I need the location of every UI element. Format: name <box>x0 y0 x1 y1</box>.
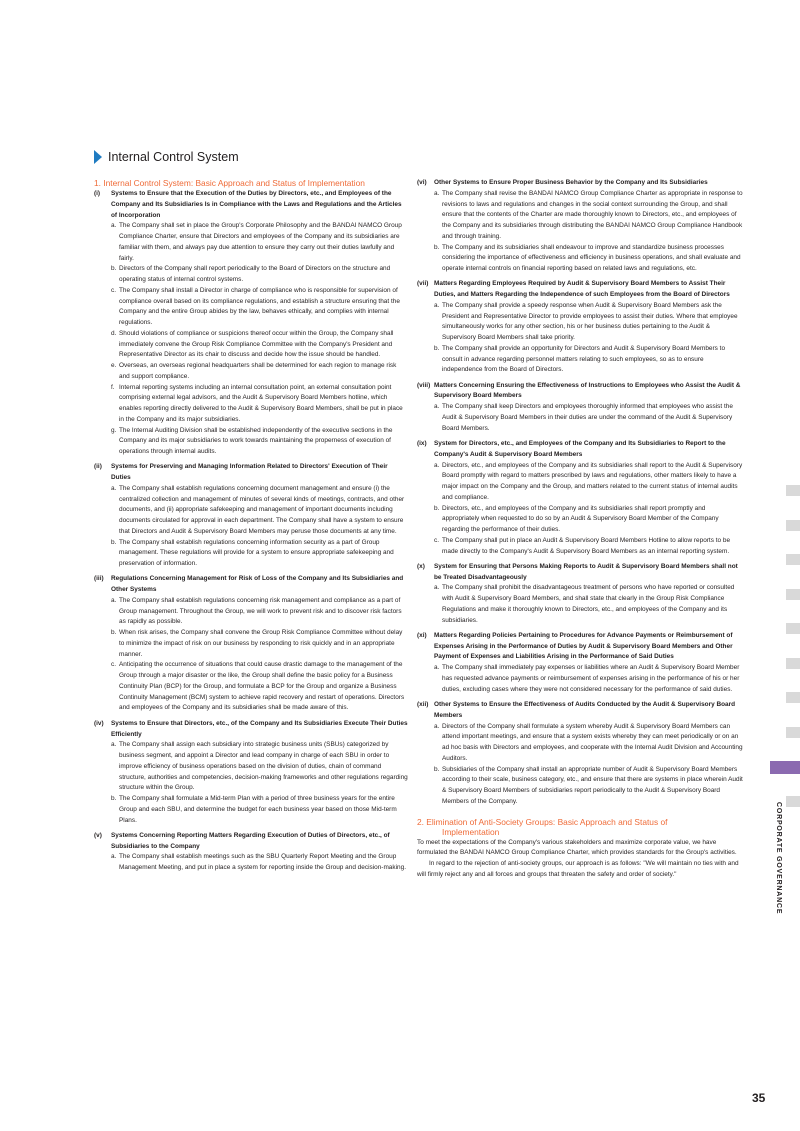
item-point <box>94 286 408 329</box>
numbered-item <box>417 279 744 376</box>
item-point <box>417 583 744 626</box>
point-letter: b. <box>111 265 117 273</box>
item-point <box>417 536 744 558</box>
point-letter: a. <box>434 189 440 197</box>
item-point <box>94 383 408 426</box>
left-items <box>94 189 408 874</box>
item-number: (iii) <box>94 575 104 583</box>
item-title: Other Systems to Ensure the Effectiveness of Audits Conducted by the Audit & Supervisory Board Members <box>434 701 736 719</box>
page-number: 35 <box>752 1091 766 1105</box>
point-text: The Company shall establish regulations concerning risk management and compliance as a part of Group management. Throughout the Group, we will work to prevent risk and to discover risk factors as rapidly as possible. <box>119 596 402 626</box>
numbered-item <box>417 562 744 627</box>
item-number: (x) <box>417 562 425 570</box>
page-title <box>94 150 239 164</box>
item-number: (iv) <box>94 719 104 727</box>
point-letter: b. <box>111 538 117 546</box>
point-letter: a. <box>111 484 117 492</box>
item-point <box>417 663 744 695</box>
side-tab <box>786 692 800 703</box>
point-text: The Company shall install a Director in charge of compliance who is responsible for supervision of compliance overall based on its compliance regulations, and establish a structure ensuring that the Company and the entire Group abides by the law, behaves ethically, and complies with internal regulations. <box>119 286 400 326</box>
point-letter: d. <box>111 329 117 337</box>
point-letter: a. <box>434 664 440 672</box>
item-heading <box>94 719 408 741</box>
point-letter: f. <box>111 383 115 391</box>
point-text: The Company shall establish regulations concerning information security as a part of Group management. These regulations will provide for a system to ensure appropriate safekeeping and preservation of information. <box>119 538 394 568</box>
item-point <box>94 264 408 286</box>
point-text: The Company shall put in place an Audit & Supervisory Board Members Hotline to allow reports to be made directly to the Company's Audit & Supervisory Board Members as an internal reporting system. <box>442 536 731 555</box>
item-title: Systems to Ensure that Directors, etc., of the Company and Its Subsidiaries Execute Their Duties Efficiently <box>111 719 408 738</box>
item-number: (vii) <box>417 280 429 288</box>
side-tab <box>786 485 800 496</box>
item-title: System for Ensuring that Persons Making Reports to Audit & Supervisory Board Members shall not be Treated Disadvantageously <box>434 562 738 581</box>
left-column <box>94 178 408 878</box>
right-items <box>417 178 744 808</box>
page-title-text: Internal Control System <box>108 150 239 164</box>
side-tab <box>786 589 800 600</box>
item-point <box>94 596 408 628</box>
point-letter: e. <box>111 362 117 369</box>
point-letter: a. <box>111 853 117 861</box>
side-tab-active <box>770 761 800 774</box>
point-letter: b. <box>434 344 440 352</box>
item-title: System for Directors, etc., and Employees of the Company and Its Subsidiaries to Report to the Company's Audit & Supervisory Board Members <box>434 440 726 458</box>
point-text: The Company shall immediately pay expenses or liabilities where an Audit & Supervisory Board Member has requested advance payments or reimbursement of expenses arising in the performance of his or her duties, excluding cases where they were not considered necessary for the performance of said duties. <box>442 664 740 693</box>
numbered-item <box>94 719 408 827</box>
point-letter: c. <box>111 286 117 294</box>
item-point <box>94 628 408 660</box>
point-text: Directors, etc., and employees of the Company and its subsidiaries shall report to the Audit & Supervisory Board promptly with regard to matters prescribed by laws and regulations, other matters likely to have a major impact on the Company and the Group, and matters related to the current status of internal audits and compliance. <box>442 461 743 501</box>
item-point <box>417 504 744 536</box>
item-heading <box>417 631 744 663</box>
item-title: Systems Concerning Reporting Matters Regarding Execution of Duties of Directors, etc., of Subsidiaries to the Company <box>111 831 390 850</box>
item-title: Matters Concerning Ensuring the Effectiveness of Instructions to Employees who Assist the Audit & Supervisory Board Members <box>434 381 741 400</box>
item-point <box>417 189 744 243</box>
item-point <box>94 538 408 570</box>
item-number: (ix) <box>417 440 427 448</box>
item-number: (i) <box>94 190 101 197</box>
numbered-item <box>94 189 408 458</box>
item-point <box>417 402 744 434</box>
item-title: Matters Regarding Policies Pertaining to Procedures for Advance Payments or Reimbursement of Expenses Arising in the Performance of Duties by Audit & Supervisory Board Members and Other Payment of Expenses and Liabilities Arising in the Performance of Said Duties <box>434 631 733 661</box>
point-text: Overseas, an overseas regional headquarters shall be determined for each region to manage risk and support compliance. <box>119 362 397 380</box>
item-heading <box>94 831 408 853</box>
point-text: The Company shall assign each subsidiary into strategic business units (SBUs) categorized by business segment, and appoint a Director and lead company in charge of each SBU in order to improve efficiency of business operations based on the division of duties, chain of command structure, authorities and competencies, decision-making frameworks and other regulations regarding structure within the Group. <box>119 741 408 792</box>
point-text: The Company shall formulate a Mid-term Plan with a period of three business years for the entire Group and each SBU, and determine the budget for each business year based on those Mid-term Plans. <box>119 795 397 824</box>
item-point <box>417 301 744 344</box>
item-title: Systems for Preserving and Managing Information Related to Directors' Execution of Their Duties <box>111 463 388 482</box>
item-point <box>94 794 408 826</box>
numbered-item <box>417 700 744 808</box>
point-text: The Company shall revise the BANDAI NAMCO Group Compliance Charter as appropriate in response to revisions to laws and regulations and changes in the social context surrounding the Group, and shall ensure that the contents of the Charter are made thoroughly known to Directors, etc., and employees of the Company and its subsidiaries through distributing the BANDAI NAMCO Group Compliance Handbook and through training. <box>442 189 743 240</box>
point-text: The Company shall establish meetings such as the SBU Quarterly Report Meeting and the Group Management Meeting, and put in place a system for reporting inside the Group and decision-making. <box>119 853 406 872</box>
point-text: Should violations of compliance or suspicions thereof occur within the Group, the Company shall immediately convene the Group Risk Compliance Committee with the Company's President and Representative Director as its chair to discuss and decide how the issue should be handled. <box>119 329 394 359</box>
item-heading <box>94 574 408 596</box>
point-text: The Internal Auditing Division shall be established independently of the executive sections in the Company and its major subsidiaries to work towards maintaining the properness of execution of operations through internal audits. <box>119 426 393 455</box>
item-title: Systems to Ensure that the Execution of the Duties by Directors, etc., and Employees of the Company and Its Subsidiaries Is in Compliance with the Laws and Regulations and the Articles of Incorporation <box>111 190 402 219</box>
item-heading <box>417 381 744 403</box>
point-letter: b. <box>111 629 117 637</box>
section-2-title-line2: Implementation <box>442 826 500 837</box>
item-heading <box>417 279 744 301</box>
numbered-item <box>417 439 744 557</box>
side-tab <box>786 658 800 669</box>
point-letter: a. <box>111 222 117 230</box>
item-point <box>417 461 744 504</box>
side-tab <box>786 727 800 738</box>
item-point <box>94 426 408 458</box>
side-tab <box>786 623 800 634</box>
item-point <box>94 484 408 538</box>
point-text: When risk arises, the Company shall convene the Group Risk Compliance Committee without delay to minimize the impact of risk on our business by responding to risk quickly and in an appropriate manner. <box>119 629 403 658</box>
item-number: (xii) <box>417 701 429 709</box>
numbered-item <box>94 831 408 874</box>
item-point <box>94 329 408 361</box>
section-2-title-line1: 2. Elimination of Anti-Society Groups: Basic Approach and Status of <box>417 816 668 827</box>
item-point <box>94 852 408 874</box>
point-text: Directors of the Company shall report periodically to the Board of Directors on the structure and operating status of internal control systems. <box>119 265 391 283</box>
item-point <box>417 243 744 275</box>
item-title: Matters Regarding Employees Required by Audit & Supervisory Board Members to Assist Their Duties, and Matters Regarding the Independence of such Employees from the Board of Directors <box>434 280 730 299</box>
item-point <box>94 361 408 383</box>
item-point <box>417 722 744 765</box>
side-tab <box>786 554 800 565</box>
section-2-paragraph-2: In regard to the rejection of anti-society groups, our approach is as follows: "We will maintain no ties with and will firmly reject any and all forces and groups that threaten the safety and order of society." <box>417 860 739 878</box>
item-heading <box>417 178 744 189</box>
side-tab <box>786 520 800 531</box>
point-letter: c. <box>111 661 117 669</box>
point-letter: a. <box>434 722 440 730</box>
item-point <box>94 660 408 714</box>
point-letter: b. <box>434 765 440 773</box>
item-number: (ii) <box>94 463 102 471</box>
point-letter: b. <box>434 243 440 251</box>
point-letter: a. <box>111 741 117 749</box>
item-number: (v) <box>94 831 102 839</box>
point-text: The Company and its subsidiaries shall endeavour to improve and standardize business processes considering the importance of effectiveness and efficiency in business operations, and shall evaluate and operate internal controls on financial reporting based on related laws and regulations, etc. <box>442 243 741 272</box>
item-title: Regulations Concerning Management for Risk of Loss of the Company and Its Subsidiaries and Other Systems <box>111 575 404 594</box>
point-letter: b. <box>434 504 440 512</box>
point-text: The Company shall prohibit the disadvantageous treatment of persons who have reported or consulted with Audit & Supervisory Board Members, and shall state that clearly in the Group Risk Compliance Regulations and make it thoroughly known to Directors, etc., and employees of the Company and its subsidiaries. <box>442 584 735 624</box>
point-text: The Company shall keep Directors and employees thoroughly informed that employees who assist the Audit & Supervisory Board Members in their duties are under the command of the Audit & Supervisory Board Members. <box>442 403 733 432</box>
item-heading <box>417 439 744 461</box>
item-heading <box>417 700 744 722</box>
point-letter: a. <box>111 596 117 604</box>
item-heading <box>94 189 408 221</box>
point-text: Directors, etc., and employees of the Company and its subsidiaries shall report promptly and appropriately when requested to do so by an Audit & Supervisory Board Member of the Company regarding the performance of their duties. <box>442 504 719 534</box>
numbered-item <box>94 574 408 714</box>
point-text: The Company shall provide an opportunity for Directors and Audit & Supervisory Board Members to consult in advance regarding personnel matters relating to such employees, so as to ensure independence from the Board of Directors. <box>442 344 726 374</box>
item-point <box>94 221 408 264</box>
side-tab <box>786 796 800 807</box>
item-number: (xi) <box>417 631 427 639</box>
point-letter: a. <box>434 461 440 469</box>
point-text: Anticipating the occurrence of situations that could cause drastic damage to the management of the Group through a major disaster or the like, the Group shall define the basic policy for a Business Continuity Plan (BCP) for the Group, and formulate a BCP for the Group and organize a Business Continuity Management (BCM) system to achieve rapid recovery and restart of operations. Directors and employees of the Company and its subsidiaries shall be made aware of this. <box>119 661 405 712</box>
point-letter: a. <box>434 403 440 411</box>
point-letter: g. <box>111 426 117 434</box>
section-2-title <box>417 817 744 837</box>
point-text: Directors of the Company shall formulate a system whereby Audit & Supervisory Board Members can attend important meetings, and ensure that a system exists whereby they can meet periodically or on an ad hoc basis with Directors and employees, and cooperate with the Internal Audit Division and Accounting Auditors. <box>442 722 743 762</box>
section-2-paragraph-1: To meet the expectations of the Company's various stakeholders and maximize corporate value, we have formulated the BANDAI NAMCO Group Compliance Charter, which provides standards for the Group's activities. <box>417 838 737 857</box>
point-text: Subsidiaries of the Company shall install an appropriate number of Audit & Supervisory Board Members according to their scale, business category, etc., and ensure that there are systems in place wherein Audit & Supervisory Board Members of subsidiaries report periodically to the Audit & Supervisory Board Members of the Company. <box>442 765 743 805</box>
point-text: The Company shall provide a speedy response when Audit & Supervisory Board Members ask the President and Representative Director to provide employees to assist their duties. Where that employee simultaneously works for any other section, his or her business duties pertaining to the Audit & Supervisory Board Members shall take priority. <box>442 301 738 342</box>
item-title: Other Systems to Ensure Proper Business Behavior by the Company and Its Subsidiaries <box>434 179 708 186</box>
triangle-bullet-icon <box>94 150 102 164</box>
point-letter: b. <box>111 795 117 803</box>
point-text: Internal reporting systems including an internal consultation point, an external consultation point comprising external legal advisors, and the Audit & Supervisory Board Members hotline, which enables reporting directly delivered to the Audit & Supervisory Board Members, shall be put in place in the Company and its major subsidiaries. <box>119 383 403 423</box>
numbered-item <box>417 631 744 696</box>
item-point <box>94 740 408 794</box>
item-point <box>417 765 744 808</box>
numbered-item <box>417 381 744 435</box>
right-column <box>417 178 744 881</box>
point-text: The Company shall establish regulations concerning document management and ensure (i) the centralized collection and management of minutes of several kinds of meetings, contracts, and other documents, and (ii) appropriate safekeeping and management of important documents including documents circulated for approval in each department. The Company shall have a system to ensure that Directors and Audit & Supervisory Board Members may peruse those documents at any time. <box>119 484 405 535</box>
side-label: CORPORATE GOVERNANCE <box>775 802 782 915</box>
item-number: (vi) <box>417 179 427 186</box>
numbered-item <box>94 462 408 570</box>
point-letter: a. <box>434 301 440 309</box>
item-point <box>417 344 744 376</box>
point-letter: c. <box>434 536 440 544</box>
numbered-item <box>417 178 744 275</box>
point-letter: a. <box>434 584 440 592</box>
item-number: (viii) <box>417 381 431 389</box>
item-heading <box>417 562 744 584</box>
item-heading <box>94 462 408 484</box>
section-1-title: 1. Internal Control System: Basic Approach and Status of Implementation <box>94 178 365 188</box>
point-text: The Company shall set in place the Group's Corporate Philosophy and the BANDAI NAMCO Group Compliance Charter, ensure that Directors and employees of the Company and its subsidiaries are familiar with them, and always pay due attention to ensure they carry out their duties lawfully and fairly. <box>119 222 402 262</box>
